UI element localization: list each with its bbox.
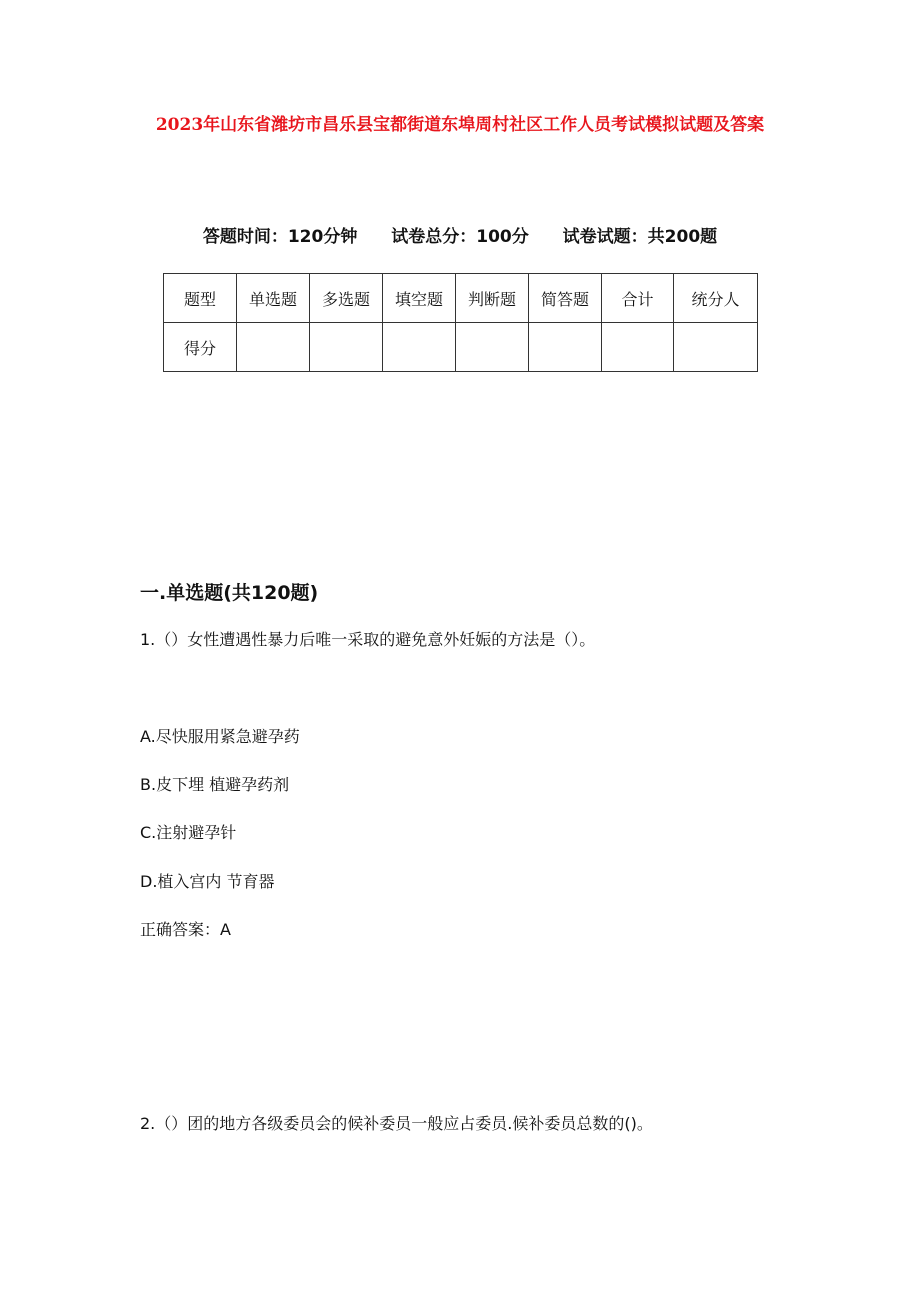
header-cell: 统分人 xyxy=(674,274,758,323)
option-a: A.尽快服用紧急避孕药 xyxy=(140,727,300,746)
document-title: 2023年山东省潍坊市昌乐县宝都街道东埠周村社区工作人员考试模拟试题及答案 xyxy=(155,115,765,135)
header-cell: 多选题 xyxy=(310,274,383,323)
score-cell xyxy=(456,323,529,372)
option-b: B.皮下埋 植避孕药剂 xyxy=(140,775,290,794)
header-cell: 判断题 xyxy=(456,274,529,323)
score-row xyxy=(164,323,758,372)
score-cell xyxy=(310,323,383,372)
score-cell xyxy=(383,323,456,372)
score-table xyxy=(163,273,758,372)
header-cell: 题型 xyxy=(164,274,237,323)
question-2: 2.（）团的地方各级委员会的候补委员一般应占委员.候补委员总数的()。 xyxy=(140,1114,653,1133)
exam-meta xyxy=(0,222,920,247)
answer-1: 正确答案：A xyxy=(140,920,231,939)
score-table-header xyxy=(164,274,758,323)
option-d: D.植入宫内 节育器 xyxy=(140,872,275,891)
row-label: 得分 xyxy=(164,323,237,372)
header-cell: 简答题 xyxy=(529,274,602,323)
header-cell: 合计 xyxy=(602,274,674,323)
exam-total-score: 试卷总分：100分 xyxy=(391,227,529,247)
header-cell: 填空题 xyxy=(383,274,456,323)
question-1: 1.（）女性遭遇性暴力后唯一采取的避免意外妊娠的方法是（）。 xyxy=(140,630,596,649)
exam-question-count: 试卷试题：共200题 xyxy=(562,227,718,247)
score-cell xyxy=(674,323,758,372)
score-cell xyxy=(602,323,674,372)
header-cell: 单选题 xyxy=(237,274,310,323)
score-cell xyxy=(529,323,602,372)
exam-time: 答题时间：120分钟 xyxy=(202,227,358,247)
section-heading: 一.单选题(共120题) xyxy=(140,582,319,604)
score-cell xyxy=(237,323,310,372)
option-c: C.注射避孕针 xyxy=(140,823,237,842)
